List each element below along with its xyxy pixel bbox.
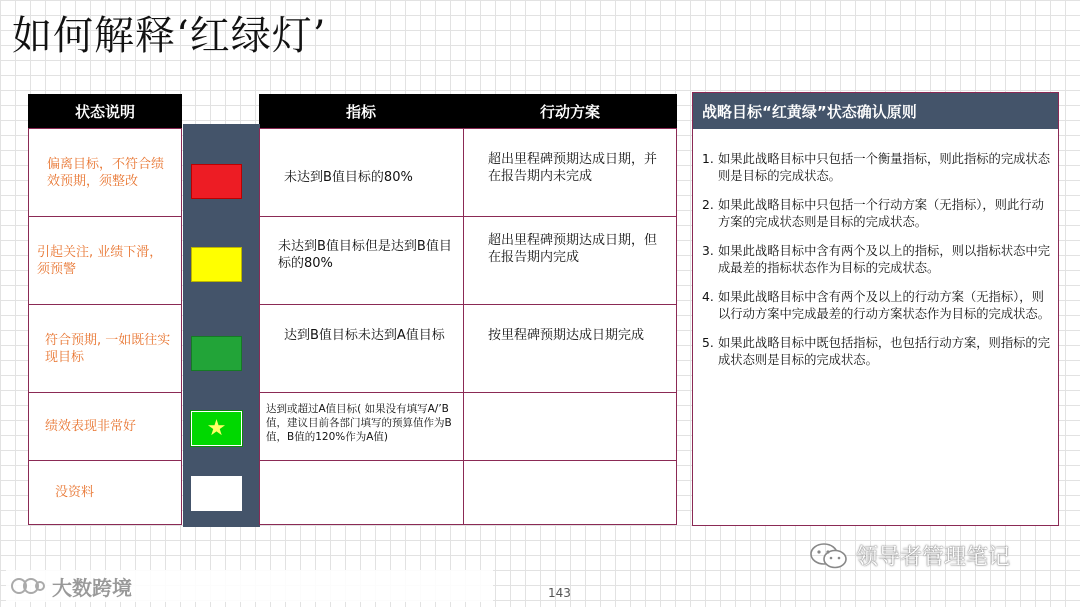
action-column-header: 行动方案 xyxy=(463,94,677,128)
slide-title: 如何解释‘红绿灯’ xyxy=(12,13,327,59)
status-text: 引起关注, 业绩下滑，须预警 xyxy=(37,244,163,277)
action-cell: 按里程碑预期达成日期完成 xyxy=(464,305,676,393)
principles-panel-title: 战略目标“红黄绿”状态确认原则 xyxy=(693,93,1058,129)
status-text: 符合预期, 一如既往实现目标 xyxy=(45,332,171,365)
indicator-cell xyxy=(260,461,464,524)
principles-panel xyxy=(692,92,1059,526)
indicator-column-header: 指标 xyxy=(259,94,463,128)
action-cell: 超出里程碑预期达成日期，并在报告期内未完成 xyxy=(464,129,676,217)
page-number: 143 xyxy=(548,586,571,600)
source-watermark-text: 大数跨境 xyxy=(52,575,132,600)
status-row-yellow xyxy=(29,217,181,305)
principle-item: 5. 如果此战略目标中既包括指标，也包括行动方案，则指标的完成状态则是目标的完成状态。 xyxy=(702,336,1051,367)
action-cell xyxy=(464,461,676,524)
status-text: 绩效表现非常好 xyxy=(45,419,137,434)
green-light-swatch xyxy=(191,336,242,371)
criteria-table xyxy=(259,128,677,525)
indicator-cell: 达到B值目标未达到A值目标 xyxy=(260,305,464,393)
no-data-light-swatch xyxy=(191,476,242,511)
status-text: 偏离目标，不符合绩效预期，须整改 xyxy=(47,156,165,189)
principles-list xyxy=(702,151,1052,381)
principle-item: 2. 如果此战略目标中只包括一个行动方案（无指标），则此行动方案的完成状态则是目标的完成状态。 xyxy=(702,198,1044,229)
star-icon: ★ xyxy=(206,415,227,441)
brand-logo-icon xyxy=(10,575,46,597)
indicator-cell: 未达到B值目标的80% xyxy=(260,129,464,217)
status-column xyxy=(28,128,182,525)
principle-item: 3. 如果此战略目标中含有两个及以上的指标，则以指标状态中完成最差的指标状态作为目标的完成状态。 xyxy=(702,244,1051,275)
status-column-header: 状态说明 xyxy=(28,94,182,128)
status-row-no-data xyxy=(29,461,181,524)
status-row-red xyxy=(29,129,181,217)
wechat-account-name: 领导者管理笔记 xyxy=(856,545,1011,570)
status-row-green xyxy=(29,305,181,393)
status-text: 没资料 xyxy=(55,485,95,500)
yellow-light-swatch xyxy=(191,247,242,282)
action-cell xyxy=(464,393,676,461)
source-watermark xyxy=(6,570,493,602)
wechat-watermark xyxy=(808,540,1010,571)
principle-item: 4. 如果此战略目标中含有两个及以上的行动方案（无指标），则以行动方案中完成最差的行动方案状态作为目标的完成状态。 xyxy=(702,290,1051,321)
wechat-icon xyxy=(808,541,850,571)
indicator-cell: 未达到B值目标但是达到B值目标的80% xyxy=(260,217,464,305)
action-cell: 超出里程碑预期达成日期，但在报告期内完成 xyxy=(464,217,676,305)
indicator-cell: 达到或超过A值目标( 如果没有填写A/’B值，建议目前各部门填写的预算值作为B值，B值的120%作为A值) xyxy=(260,393,464,461)
green-star-light-swatch xyxy=(191,411,242,446)
status-row-excellent xyxy=(29,393,181,461)
principle-item: 1. 如果此战略目标中只包括一个衡量指标，则此指标的完成状态则是目标的完成状态。 xyxy=(702,152,1051,183)
red-light-swatch xyxy=(191,164,242,199)
